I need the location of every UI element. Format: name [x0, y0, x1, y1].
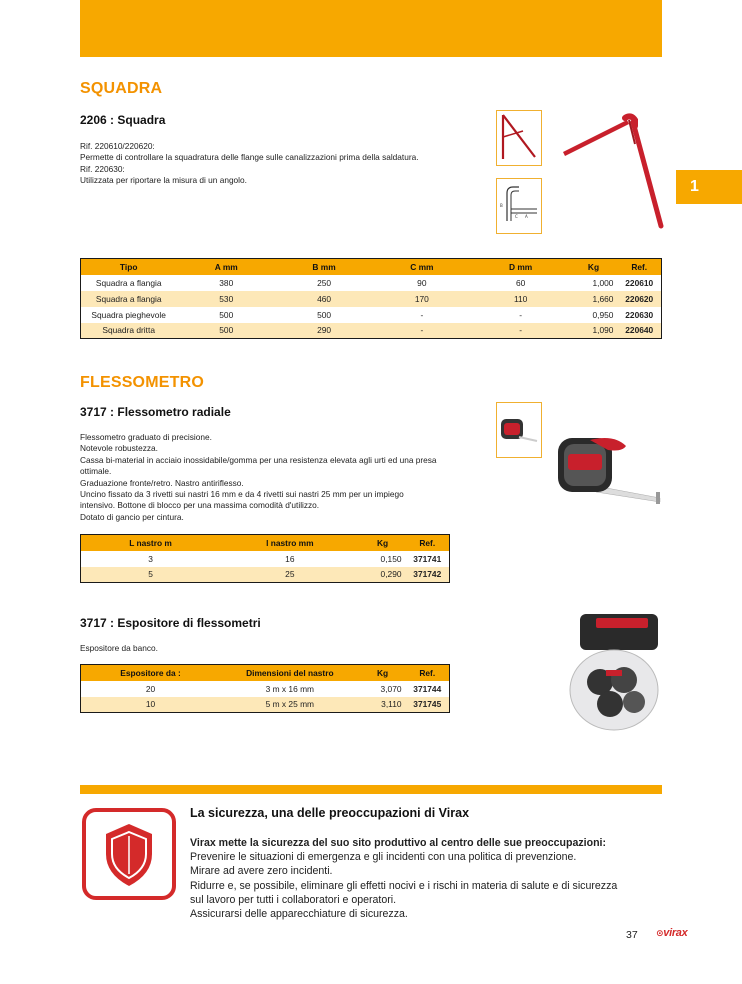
- column-header: Kg: [360, 665, 406, 681]
- column-header: Ref.: [406, 535, 450, 551]
- table-row: [81, 681, 450, 697]
- table-row: [81, 275, 662, 291]
- safety-line: Ridurre e, se possibile, eliminare gli effetti nocivi e i rischi in materia di salute e di sicurezza: [190, 879, 618, 892]
- column-header: C mm: [372, 259, 472, 275]
- table-cell: -: [420, 309, 424, 320]
- tape-measure-small-icon: [497, 403, 540, 456]
- table-cell: 500: [317, 309, 332, 320]
- table-header-row: [81, 535, 450, 551]
- column-header: Kg: [360, 535, 406, 551]
- column-header: Espositore da :: [81, 665, 221, 681]
- table-cell-ref: 371744: [413, 683, 442, 694]
- page-number: 37: [626, 929, 638, 941]
- safety-text: [190, 836, 660, 921]
- description-line: ottimale.: [80, 466, 112, 477]
- table-row: [81, 697, 450, 713]
- safety-lead: Virax mette la sicurezza del suo sito produttivo al centro delle sue preoccupazioni:: [190, 837, 607, 849]
- shield-icon: [86, 812, 172, 896]
- safety-line: Mirare ad avere zero incidenti.: [190, 865, 333, 878]
- diagram-label-b: B: [500, 203, 503, 208]
- table-cell: Squadra pieghevole: [91, 309, 166, 320]
- tape-measure-thumbnail: [496, 402, 542, 458]
- table-cell: 5 m x 25 mm: [220, 697, 360, 713]
- square-tool-thumbnail: [496, 110, 542, 166]
- table-cell: 1,090: [570, 323, 618, 339]
- square-diagram-icon: [497, 179, 540, 232]
- brand-name: virax: [663, 927, 688, 939]
- chapter-tab[interactable]: [676, 170, 742, 204]
- table-cell: 60: [515, 277, 526, 288]
- square-diagram-thumbnail: [496, 178, 542, 234]
- column-header: Kg: [570, 259, 618, 275]
- diagram-label-a: A: [525, 214, 528, 219]
- description-line: Cassa bi-material in acciaio inossidabile/gomma per una resistenza elevata agli urti ed una presa: [80, 454, 437, 465]
- table-cell: Squadra a flangia: [81, 291, 177, 307]
- table-cell: 10: [81, 697, 221, 713]
- product-title-squadra: 2206 : Squadra: [80, 113, 166, 127]
- table-cell: 5: [81, 567, 221, 583]
- table-cell: -: [472, 323, 570, 339]
- safety-line: Assicurarsi delle apparecchiature di sicurezza.: [190, 908, 408, 921]
- table-cell: 380: [219, 277, 234, 288]
- table-cell: -: [372, 323, 472, 339]
- description-line: Dotato di gancio per cintura.: [80, 511, 184, 522]
- table-cell-ref: 371742: [406, 567, 450, 583]
- column-header: Ref.: [617, 259, 661, 275]
- description-line: Permette di controllare la squadratura delle flange sulle canalizzazioni prima della saldatura.: [80, 152, 419, 163]
- table-cell-ref: 371745: [406, 697, 450, 713]
- red-square-tool-icon: [555, 108, 675, 233]
- description-line: Rif. 220610/220620:: [80, 141, 155, 151]
- column-header: Tipo: [81, 259, 177, 275]
- table-cell: 16: [285, 553, 295, 564]
- description-line: Notevole robustezza.: [80, 443, 158, 454]
- safety-title: La sicurezza, una delle preoccupazioni di Virax: [190, 806, 470, 820]
- column-header: A mm: [176, 259, 276, 275]
- table-cell: 90: [417, 277, 427, 288]
- safety-line: Prevenire le situazioni di emergenza e gli incidenti con una politica di prevenzione.: [190, 851, 577, 864]
- table-cell: 460: [276, 291, 372, 307]
- description-line: Uncino fissato da 3 rivetti sui nastri 16 mm e da 4 rivetti sui nastri 25 mm per un impiego: [80, 489, 404, 500]
- chapter-tab-number: 1: [690, 178, 699, 195]
- table-row: [81, 551, 450, 567]
- table-cell: 500: [219, 309, 234, 320]
- table-cell: 110: [472, 291, 570, 307]
- table-cell: 3 m x 16 mm: [265, 683, 315, 694]
- product-description-espositore: [80, 643, 158, 654]
- product-description-flessometro: [80, 432, 437, 523]
- table-header-row: [81, 665, 450, 681]
- table-cell: 170: [372, 291, 472, 307]
- table-cell-ref: 220640: [617, 323, 661, 339]
- column-header: l nastro mm: [220, 535, 360, 551]
- table-row: [81, 567, 450, 583]
- table-cell: 3: [148, 553, 153, 564]
- table-cell: 250: [317, 277, 332, 288]
- flessometro-spec-table: [80, 534, 450, 583]
- square-tool-icon: [497, 111, 540, 164]
- safety-divider-bar: [80, 785, 662, 794]
- espositore-spec-table: [80, 664, 450, 713]
- description-line: intensivo. Bottone di blocco per una massima comodità d'utilizzo.: [80, 500, 320, 511]
- description-line: Graduazione fronte/retro. Nastro antiriflesso.: [80, 477, 244, 488]
- column-header: Dimensioni del nastro: [220, 665, 360, 681]
- table-cell-ref: 220620: [617, 291, 661, 307]
- table-cell: 3,070: [380, 683, 402, 694]
- product-title-flessometro: 3717 : Flessometro radiale: [80, 405, 231, 419]
- table-cell: 0,150: [380, 553, 402, 564]
- table-cell: 1,000: [592, 277, 614, 288]
- column-header: D mm: [472, 259, 570, 275]
- top-banner: [80, 0, 662, 57]
- squadra-spec-table: [80, 258, 662, 339]
- table-cell: 20: [145, 683, 156, 694]
- diagram-label-c: C: [515, 214, 518, 219]
- table-cell-ref: 220610: [625, 277, 654, 288]
- table-cell: 0,290: [360, 567, 406, 583]
- product-description-squadra: [80, 141, 419, 187]
- tape-display-icon: [566, 612, 662, 732]
- tape-measure-icon: [556, 430, 666, 512]
- table-cell: Squadra dritta: [81, 323, 177, 339]
- virax-logo-icon[interactable]: ⊙virax: [656, 927, 688, 939]
- description-line: Rif. 220630:: [80, 163, 125, 174]
- table-cell: 3,110: [360, 697, 406, 713]
- table-cell: 25: [220, 567, 360, 583]
- table-cell: 530: [176, 291, 276, 307]
- table-cell: Squadra a flangia: [95, 277, 162, 288]
- section-title-squadra: SQUADRA: [80, 80, 163, 97]
- table-row: [81, 307, 662, 323]
- table-cell-ref: 220630: [625, 309, 654, 320]
- table-cell: 500: [176, 323, 276, 339]
- section-title-flessometro: FLESSOMETRO: [80, 374, 204, 391]
- safety-line: sul lavoro per tutti i collaboratori e operatori.: [190, 893, 397, 906]
- description-line: Flessometro graduato di precisione.: [80, 432, 212, 442]
- description-line: Utilizzata per riportare la misura di un angolo.: [80, 175, 247, 186]
- column-header: Ref.: [406, 665, 450, 681]
- table-row: [81, 323, 662, 339]
- table-cell: 0,950: [592, 309, 614, 320]
- column-header: B mm: [276, 259, 372, 275]
- table-cell-ref: 371741: [413, 553, 442, 564]
- column-header: L nastro m: [81, 535, 221, 551]
- table-header-row: [81, 259, 662, 275]
- product-title-espositore: 3717 : Espositore di flessometri: [80, 616, 261, 630]
- table-cell: 1,660: [570, 291, 618, 307]
- shield-badge: [82, 808, 176, 900]
- table-cell: -: [519, 309, 523, 320]
- description-line: Espositore da banco.: [80, 643, 158, 653]
- table-row: [81, 291, 662, 307]
- table-cell: 290: [276, 323, 372, 339]
